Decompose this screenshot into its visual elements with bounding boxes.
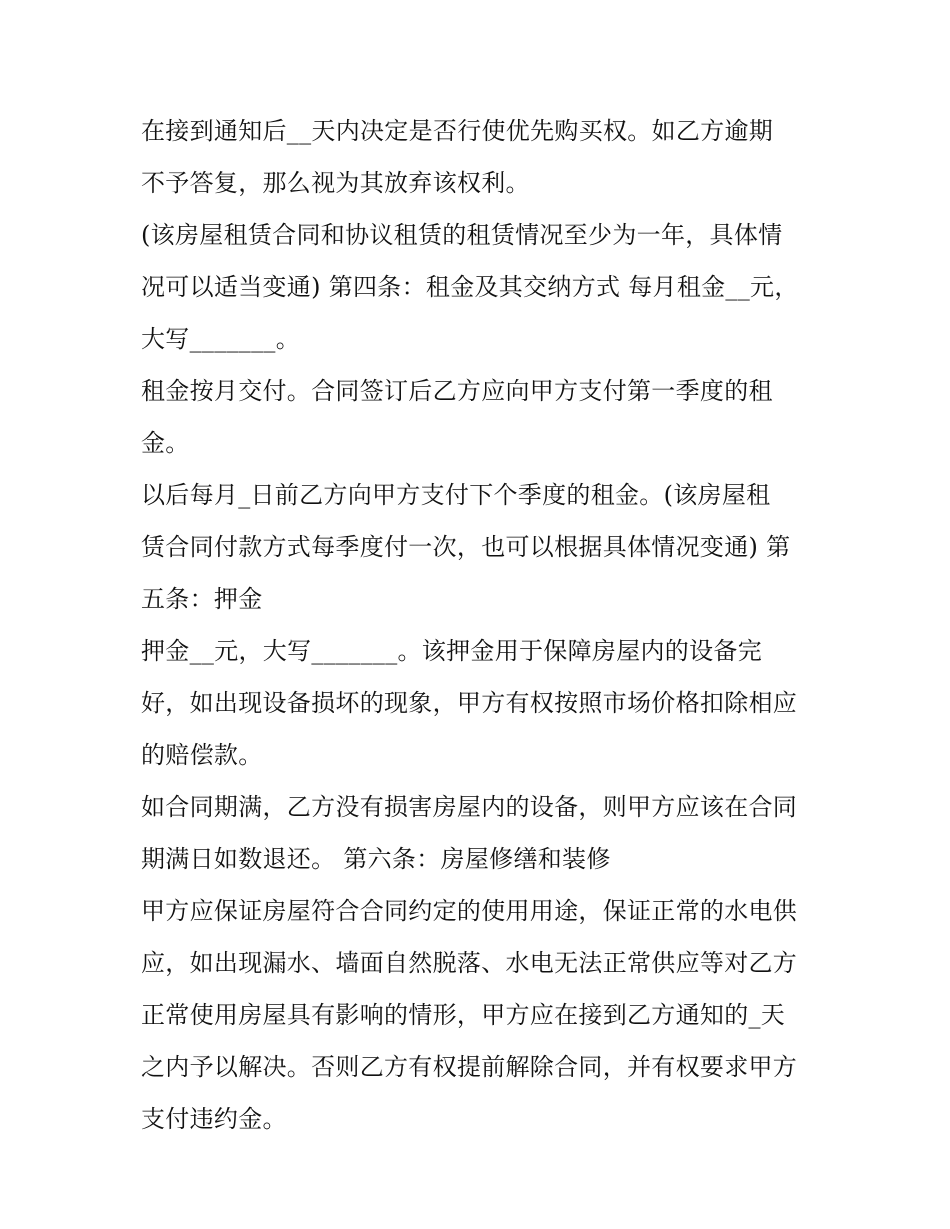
text-line: 不予答复，那么视为其放弃该权利。: [141, 169, 530, 197]
text-line: 支付违约金。: [141, 1105, 287, 1133]
text-line: 如合同期满，乙方没有损害房屋内的设备，则甲方应该在合同: [141, 793, 798, 821]
text-line: 好，如出现设备损坏的现象，甲方有权按照市场价格扣除相应: [141, 689, 798, 717]
text-line: 租金按月交付。合同签订后乙方应向甲方支付第一季度的租: [141, 377, 773, 405]
text-line: 在接到通知后__天内决定是否行使优先购买权。如乙方逾期: [141, 117, 774, 145]
text-line: (该房屋租赁合同和协议租赁的租赁情况至少为一年，具体情: [141, 221, 783, 249]
text-line: 正常使用房屋具有影响的情形，甲方应在接到乙方通知的_天: [141, 1001, 786, 1029]
text-line: 况可以适当变通) 第四条：租金及其交纳方式 每月租金__元，: [141, 273, 799, 301]
text-line: 以后每月_日前乙方向甲方支付下个季度的租金。(该房屋租: [141, 481, 771, 509]
text-line: 的赔偿款。: [141, 741, 263, 769]
text-line: 五条：押金: [141, 585, 263, 613]
text-line: 期满日如数退还。 第六条：房屋修缮和装修: [141, 845, 611, 873]
contract-text: [141, 105, 821, 1145]
text-line: 押金__元，大写_______。该押金用于保障房屋内的设备完: [141, 637, 762, 665]
text-line: 应，如出现漏水、墙面自然脱落、水电无法正常供应等对乙方: [141, 949, 798, 977]
text-line: 大写_______。: [141, 325, 300, 353]
text-line: 甲方应保证房屋符合合同约定的使用用途，保证正常的水电供: [141, 897, 798, 925]
text-line: 赁合同付款方式每季度付一次，也可以根据具体情况变通) 第: [141, 533, 791, 561]
text-line: 之内予以解决。否则乙方有权提前解除合同，并有权要求甲方: [141, 1053, 798, 1081]
text-line: 金。: [141, 429, 190, 457]
